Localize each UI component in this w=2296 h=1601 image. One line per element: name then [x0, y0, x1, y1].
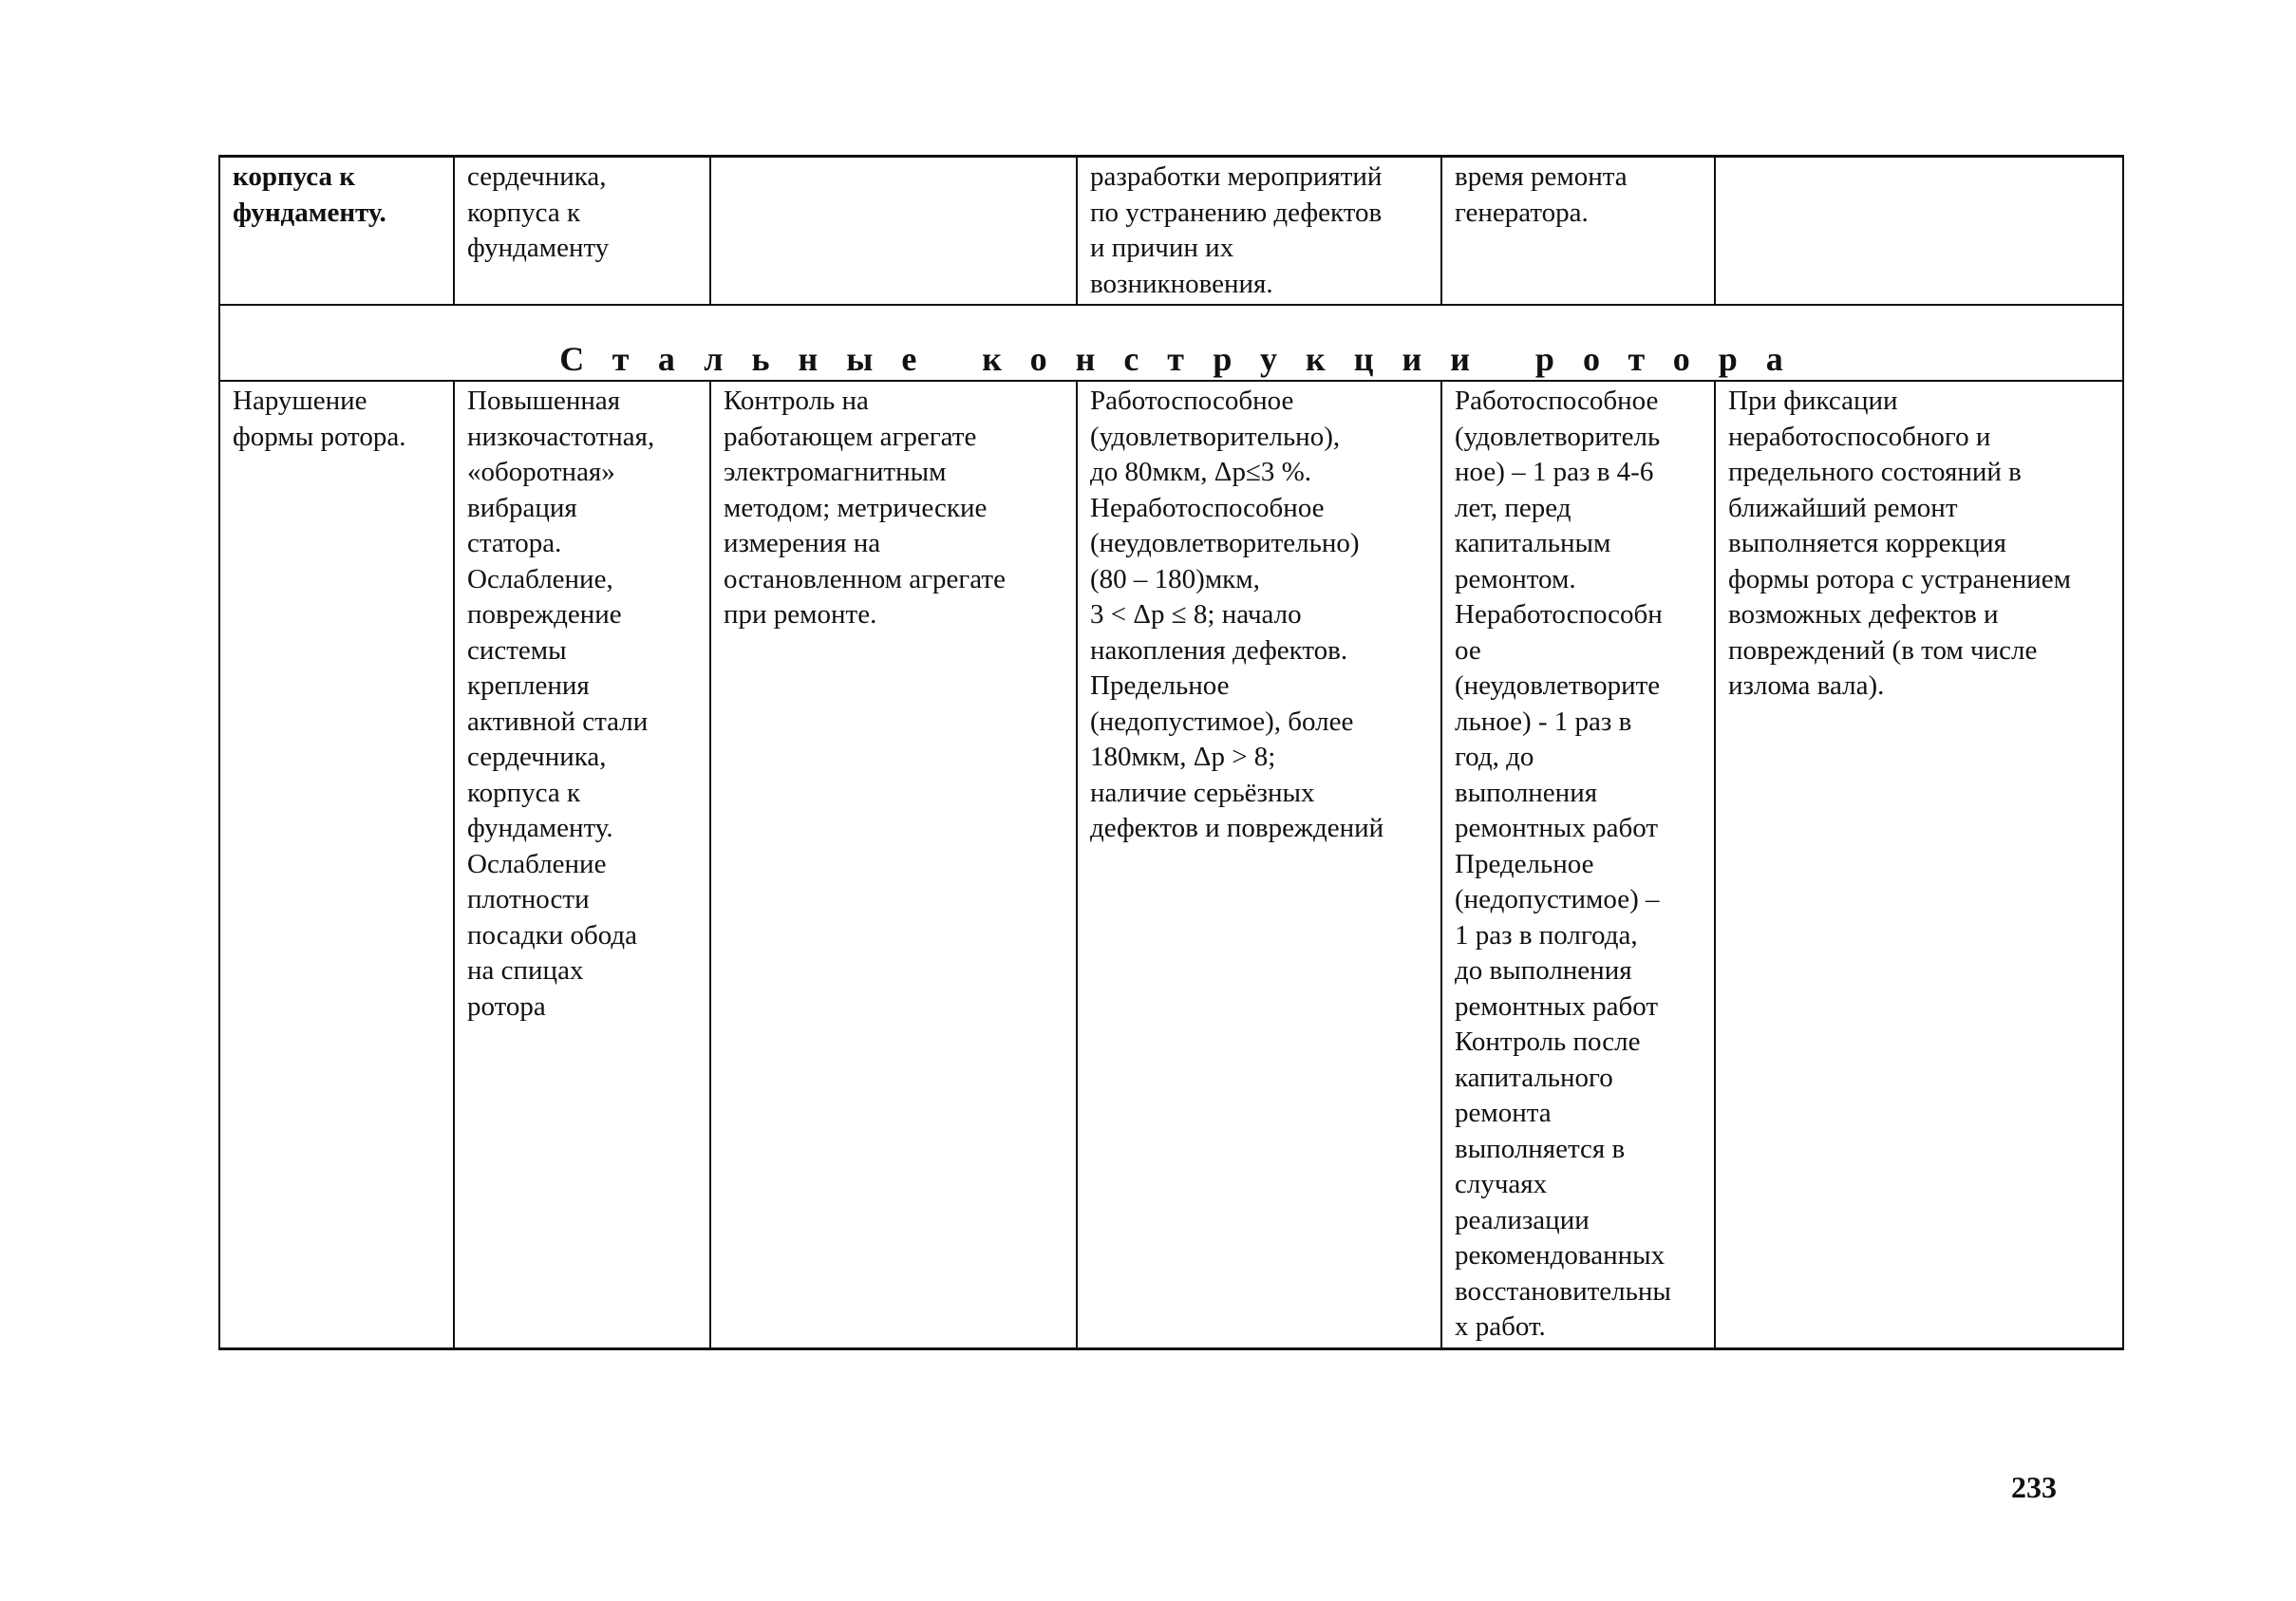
section-heading: Стальные конструкции ротора — [559, 339, 1812, 378]
cell-symptom: Повышенная низкочастотная, «оборотная» вибрация статора. Ослабление, повреждение системы крепления активной стали сердечника, корпуса к фундаменту. Ослабление плотности посадки обода на спицах ротора — [454, 381, 710, 1348]
table-row — [219, 381, 2123, 1348]
cell-frequency: Работоспособное (удовлетворитель ное) – 1 раз в 4-6 лет, перед капитальным ремонтом. Неработоспособн ое (неудовлетворите льное) - 1 раз в год, до выполнения ремонтных работ Предельное (недопустимое) – 1 раз в полгода, до выполнения ремонтных работ Контроль после капитального ремонта выполняется в случаях реализации рекомендованных восстановительны х работ. — [1441, 381, 1715, 1348]
table-row-section — [219, 305, 2123, 381]
cell-frequency-cont: время ремонта генератора. — [1441, 157, 1715, 306]
section-heading-cell — [219, 305, 2123, 381]
cell-defect-cont: корпуса к фундаменту. — [219, 157, 454, 306]
document-table — [218, 155, 2124, 1350]
cell-defect: Нарушение формы ротора. — [219, 381, 454, 1348]
cell-criteria-cont: разработки мероприятий по устранению дефектов и причин их возникновения. — [1077, 157, 1441, 306]
cell-method-cont — [710, 157, 1077, 306]
cell-action-cont — [1715, 157, 2123, 306]
cell-symptom-cont: сердечника, корпуса к фундаменту — [454, 157, 710, 306]
page-number: 233 — [2011, 1470, 2057, 1504]
cell-action: При фиксации неработоспособного и предельного состояний в ближайший ремонт выполняется коррекция формы ротора с устранением возможных дефектов и повреждений (в том числе излома вала). — [1715, 381, 2123, 1348]
table-row-continuation — [219, 157, 2123, 306]
cell-method: Контроль на работающем агрегате электромагнитным методом; метрические измерения на остановленном агрегате при ремонте. — [710, 381, 1077, 1348]
cell-criteria: Работоспособное (удовлетворительно), до 80мкм, Δp≤3 %. Неработоспособное (неудовлетворительно) (80 – 180)мкм, 3 < Δp ≤ 8; начало накопления дефектов. Предельное (недопустимое), более 180мкм, Δp > 8; наличие серьёзных дефектов и повреждений — [1077, 381, 1441, 1348]
